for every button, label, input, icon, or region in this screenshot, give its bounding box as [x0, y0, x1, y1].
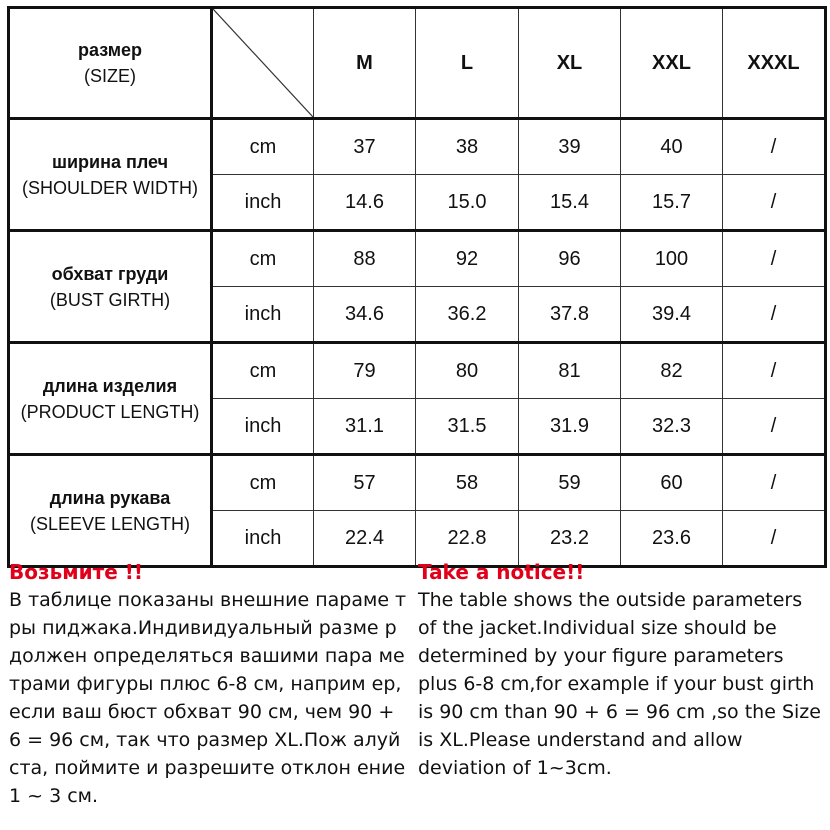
param-en: (SLEEVE LENGTH): [29, 513, 191, 534]
value-cell: 37.8: [519, 287, 621, 343]
value-cell: /: [723, 455, 826, 511]
size-col-m: M: [314, 8, 416, 119]
table-row: [9, 119, 826, 175]
param-cell-sleeve: [9, 455, 212, 567]
value-cell: 92: [416, 231, 519, 287]
table-row: [9, 455, 826, 511]
unit-inch: inch: [212, 175, 314, 231]
size-header-cell: [9, 8, 212, 119]
value-cell: 79: [314, 343, 416, 399]
value-cell: 39: [519, 119, 621, 175]
value-cell: 82: [621, 343, 723, 399]
value-cell: 15.4: [519, 175, 621, 231]
value-cell: 22.8: [416, 511, 519, 567]
value-cell: 23.2: [519, 511, 621, 567]
value-cell: /: [723, 175, 826, 231]
param-cell-shoulder: [9, 119, 212, 231]
value-cell: /: [723, 343, 826, 399]
param-ru: длина изделия: [42, 375, 178, 396]
value-cell: 32.3: [621, 399, 723, 455]
table-row: [9, 343, 826, 399]
value-cell: 58: [416, 455, 519, 511]
value-cell: 22.4: [314, 511, 416, 567]
value-cell: 34.6: [314, 287, 416, 343]
unit-cm: cm: [212, 119, 314, 175]
param-en: (SHOULDER WIDTH): [22, 177, 198, 198]
value-cell: 40: [621, 119, 723, 175]
unit-cm: cm: [212, 343, 314, 399]
value-cell: 100: [621, 231, 723, 287]
value-cell: 38: [416, 119, 519, 175]
value-cell: 23.6: [621, 511, 723, 567]
param-en: (BUST GIRTH): [49, 289, 171, 310]
param-ru: длина рукава: [49, 487, 171, 508]
value-cell: /: [723, 287, 826, 343]
value-cell: /: [723, 119, 826, 175]
value-cell: /: [723, 511, 826, 567]
unit-cm: cm: [212, 455, 314, 511]
value-cell: 80: [416, 343, 519, 399]
notice-en-title: Take a notice!!: [418, 560, 585, 584]
value-cell: 31.1: [314, 399, 416, 455]
notice-en: [418, 558, 823, 782]
value-cell: 15.7: [621, 175, 723, 231]
notice-en-text: The table shows the outside parameters of the jacket.Individual size should be determined by your figure parameters plus 6-8 cm,for example if your bust girth is 90 cm than 90 + 6 = 96 cm ,so the Size is XL.Please understand and allow deviation of 1~3cm.: [418, 589, 821, 779]
diagonal-corner-cell: [212, 8, 314, 119]
value-cell: 31.9: [519, 399, 621, 455]
size-chart-table: [7, 6, 827, 568]
value-cell: 60: [621, 455, 723, 511]
table-header-row: [9, 8, 826, 119]
value-cell: 31.5: [416, 399, 519, 455]
value-cell: 59: [519, 455, 621, 511]
value-cell: 81: [519, 343, 621, 399]
param-cell-bust: [9, 231, 212, 343]
unit-inch: inch: [212, 287, 314, 343]
param-cell-length: [9, 343, 212, 455]
notice-ru-title: Возьмите !!: [9, 560, 143, 584]
size-col-xxxl: XXXL: [723, 8, 826, 119]
param-en: (PRODUCT LENGTH): [20, 401, 200, 422]
table-row: [9, 231, 826, 287]
value-cell: /: [723, 231, 826, 287]
size-col-l: L: [416, 8, 519, 119]
value-cell: 14.6: [314, 175, 416, 231]
value-cell: 88: [314, 231, 416, 287]
value-cell: 39.4: [621, 287, 723, 343]
unit-inch: inch: [212, 511, 314, 567]
value-cell: 36.2: [416, 287, 519, 343]
size-header-en: (SIZE): [84, 66, 136, 86]
value-cell: /: [723, 399, 826, 455]
param-ru: обхват груди: [51, 263, 169, 284]
size-col-xl: XL: [519, 8, 621, 119]
value-cell: 96: [519, 231, 621, 287]
value-cell: 57: [314, 455, 416, 511]
value-cell: 15.0: [416, 175, 519, 231]
notice-ru: [9, 558, 409, 810]
size-col-xxl: XXL: [621, 8, 723, 119]
size-header-ru: размер: [77, 40, 143, 60]
notice-ru-text: В таблице показаны внешние параме тры пиджака.Индивидуальный разме р должен определяться вашими пара метрами фигуры плюс 6-8 см, наприм ер, если ваш бюст обхват 90 см, чем 90 + 6 = 96 см, так что размер XL.Пож алуйста, поймите и разрешите отклон ение 1 ~ 3 см.: [9, 589, 407, 807]
diagonal-line: [213, 9, 313, 117]
unit-cm: cm: [212, 231, 314, 287]
unit-inch: inch: [212, 399, 314, 455]
value-cell: 37: [314, 119, 416, 175]
notice-section: [0, 558, 830, 828]
param-ru: ширина плеч: [51, 151, 169, 172]
